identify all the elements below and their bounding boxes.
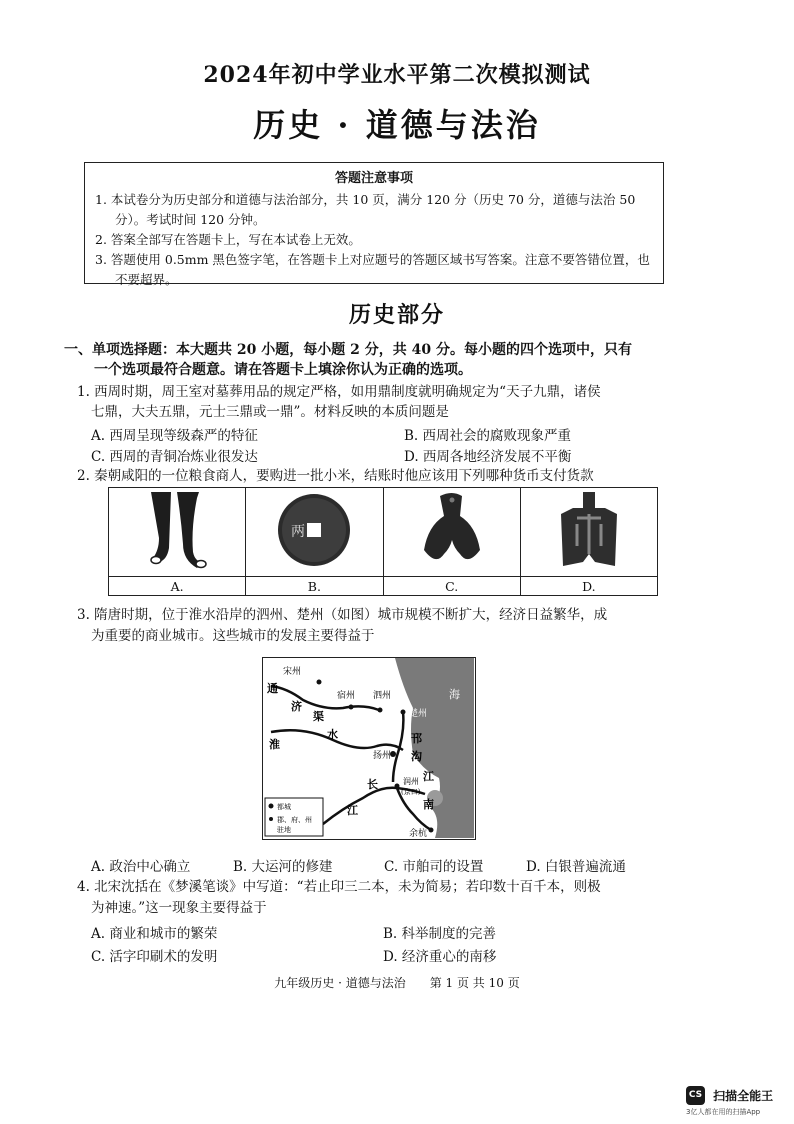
map-place-yuhang: 余杭	[409, 829, 428, 838]
coin-image-a-cell[interactable]	[109, 488, 246, 577]
q4-stem-line2: 为神速。”这一现象主要得益于	[91, 900, 267, 916]
scanner-app-name: 扫描全能王	[713, 1089, 774, 1103]
spade-coin-icon	[547, 488, 631, 572]
tongji-canal-line	[271, 686, 379, 710]
map-place-sea: 海	[449, 688, 460, 701]
exam-title: 2024年初中学业水平第二次模拟测试	[203, 62, 591, 88]
q4-option-c[interactable]: C. 活字印刷术的发明	[91, 949, 218, 965]
q3-option-a[interactable]: A. 政治中心确立	[91, 859, 191, 875]
page-footer: 九年级历史 · 道德与法治 第 1 页 共 10 页	[274, 976, 520, 990]
coin-label-a[interactable]: A.	[109, 577, 246, 596]
q4-option-b[interactable]: B. 科举制度的完善	[383, 926, 497, 942]
scanner-watermark	[686, 1085, 774, 1116]
notice-heading: 答题注意事项	[334, 171, 413, 186]
q1-option-c[interactable]: C. 西周的青铜冶炼业很发达	[91, 449, 258, 465]
q2-stem-line1: 2. 秦朝咸阳的一位粮食商人，要购进一批小米，结账时他应该用下列哪种货币支付货款	[77, 468, 594, 484]
notice-item-2: 2. 答案全部写在答题卡上，写在本试卷上无效。	[95, 232, 361, 247]
q1-option-b[interactable]: B. 西周社会的腐败现象严重	[404, 428, 572, 444]
part1-line1: 一、单项选择题：本大题共 20 小题，每小题 2 分，共 40 分。每小题的四个选项中，只有	[64, 342, 632, 358]
camscanner-logo-icon: CS	[686, 1086, 705, 1105]
map-place-suzhou: 宿州	[337, 691, 356, 701]
q3-option-c[interactable]: C. 市舶司的设置	[384, 859, 484, 875]
notice-item-3: 3. 答题使用 0.5mm 黑色签字笔，在答题卡上对应题号的答题区域书写答案。注意不要答错位置，也不要超界。	[95, 252, 650, 287]
sea-area	[395, 658, 474, 838]
map-river-qu: 渠	[313, 710, 324, 723]
map-river-jiang2: 江	[423, 770, 434, 783]
map-place-sizhou: 泗州	[373, 691, 392, 701]
map-place-chuzhou: 楚州	[409, 709, 428, 719]
map-river-han: 邗	[411, 732, 422, 745]
coin-label-d[interactable]: D.	[520, 577, 657, 596]
ant-nose-coin-icon	[410, 488, 494, 572]
map-river-nan: 南	[423, 798, 434, 811]
map-river-huai: 淮	[269, 738, 280, 751]
coin-label-b[interactable]: B.	[246, 577, 383, 596]
q1-stem-line2: 七鼎，大夫五鼎，元士三鼎或一鼎”。材料反映的本质问题是	[91, 404, 449, 420]
coin-options-table	[108, 487, 658, 596]
map-river-ji: 济	[291, 700, 302, 713]
q4-stem-line1: 4. 北宋沈括在《梦溪笔谈》中写道：“若止印三二本，未为简易；若印数十百千本，则极	[77, 879, 601, 895]
coin-inscription: 两	[291, 524, 306, 540]
q1-stem-line1: 1. 西周时期，周王室对墓葬用品的规定严格，如用鼎制度就明确规定为“天子九鼎，诸侯	[77, 384, 601, 400]
q3-option-d[interactable]: D. 白银普遍流通	[526, 859, 626, 875]
part1-line2: 一个选项最符合题意。请在答题卡上填涂你认为正确的选项。	[94, 362, 472, 378]
map-river-jiang: 江	[347, 804, 358, 817]
coin-image-c-cell[interactable]	[383, 488, 520, 577]
q4-option-a[interactable]: A. 商业和城市的繁荣	[91, 926, 218, 942]
q3-stem-line2: 为重要的商业城市。这些城市的发展主要得益于	[91, 628, 375, 644]
scanner-slogan: 3亿人都在用的扫描App	[686, 1108, 761, 1116]
notice-item-1: 1. 本试卷分为历史部分和道德与法治部分，共 10 页，满分 120 分（历史 70 分，道德与法治 50 分）。考试时间 120 分钟。	[95, 192, 636, 227]
section-title: 历史部分	[348, 302, 445, 328]
part1-instructions	[64, 340, 674, 380]
coin-label-c[interactable]: C.	[383, 577, 520, 596]
q4-option-d[interactable]: D. 经济重心的南移	[383, 949, 497, 965]
map-place-runzhou: 润州	[403, 777, 419, 786]
coin-image-d-cell[interactable]	[520, 488, 657, 577]
round-coin-icon	[272, 488, 356, 572]
map-legend-prefecture: 郡、府、州	[277, 816, 312, 824]
map-place-jingkou: (京口)	[401, 788, 421, 796]
map-river-tong: 通	[267, 682, 278, 695]
map-place-yangzhou: 扬州	[373, 751, 392, 761]
map-river-shui: 水	[327, 728, 338, 741]
q1-option-a[interactable]: A. 西周呈现等级森严的特征	[91, 428, 258, 444]
map-legend-capital: 都城	[277, 803, 291, 811]
q3-option-b[interactable]: B. 大运河的修建	[233, 859, 333, 875]
map-place-songzhou: 宋州	[283, 667, 302, 677]
coin-image-b-cell[interactable]	[246, 488, 383, 577]
q1-option-d[interactable]: D. 西周各地经济发展不平衡	[404, 449, 572, 465]
map-river-gou: 沟	[411, 750, 422, 763]
notice-box	[84, 162, 664, 287]
subject-title: 历史 · 道德与法治	[253, 106, 541, 144]
map-legend-seat: 驻地	[277, 826, 291, 834]
map-river-chang: 长	[367, 778, 378, 791]
sui-tang-canal-map	[262, 657, 476, 840]
q3-stem-line1: 3. 隋唐时期，位于淮水沿岸的泗州、楚州（如图）城市规模不断扩大，经济日益繁华，成	[77, 607, 608, 623]
knife-coin-icon	[137, 488, 217, 572]
